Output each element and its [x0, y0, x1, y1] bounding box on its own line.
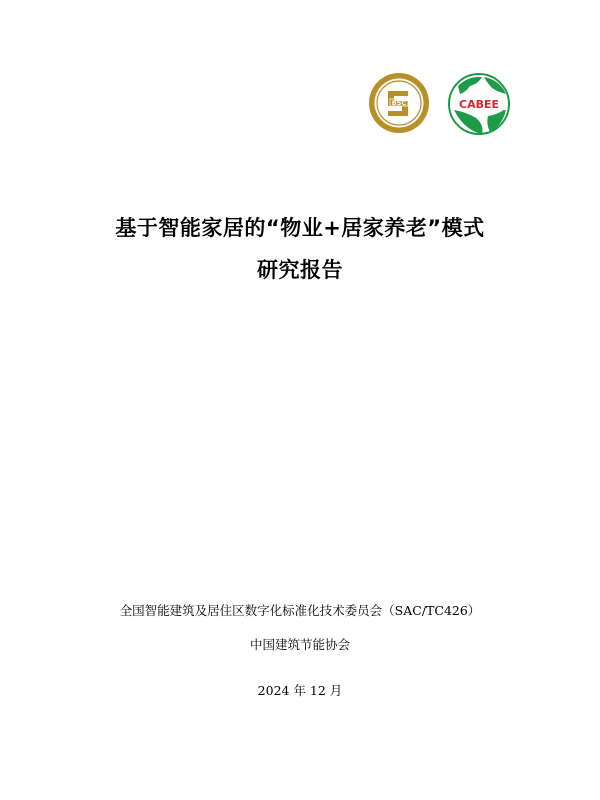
bsc-logo: [368, 72, 430, 134]
publication-date: 2024 年 12 月: [257, 683, 343, 698]
logo-group: [368, 72, 518, 136]
cabee-lettering: CABEE: [459, 98, 499, 111]
report-title-line-1: 基于智能家居的“物业+居家养老”模式: [115, 216, 485, 240]
organization-association: 中国建筑节能协会: [249, 637, 350, 652]
report-title-line-2: 研究报告: [257, 258, 343, 282]
organization-committee: 全国智能建筑及居住区数字化标准化技术委员会（SAC/TC426）: [119, 603, 481, 618]
cabee-logo: [446, 72, 512, 136]
svg-text:BSC: BSC: [391, 99, 407, 107]
